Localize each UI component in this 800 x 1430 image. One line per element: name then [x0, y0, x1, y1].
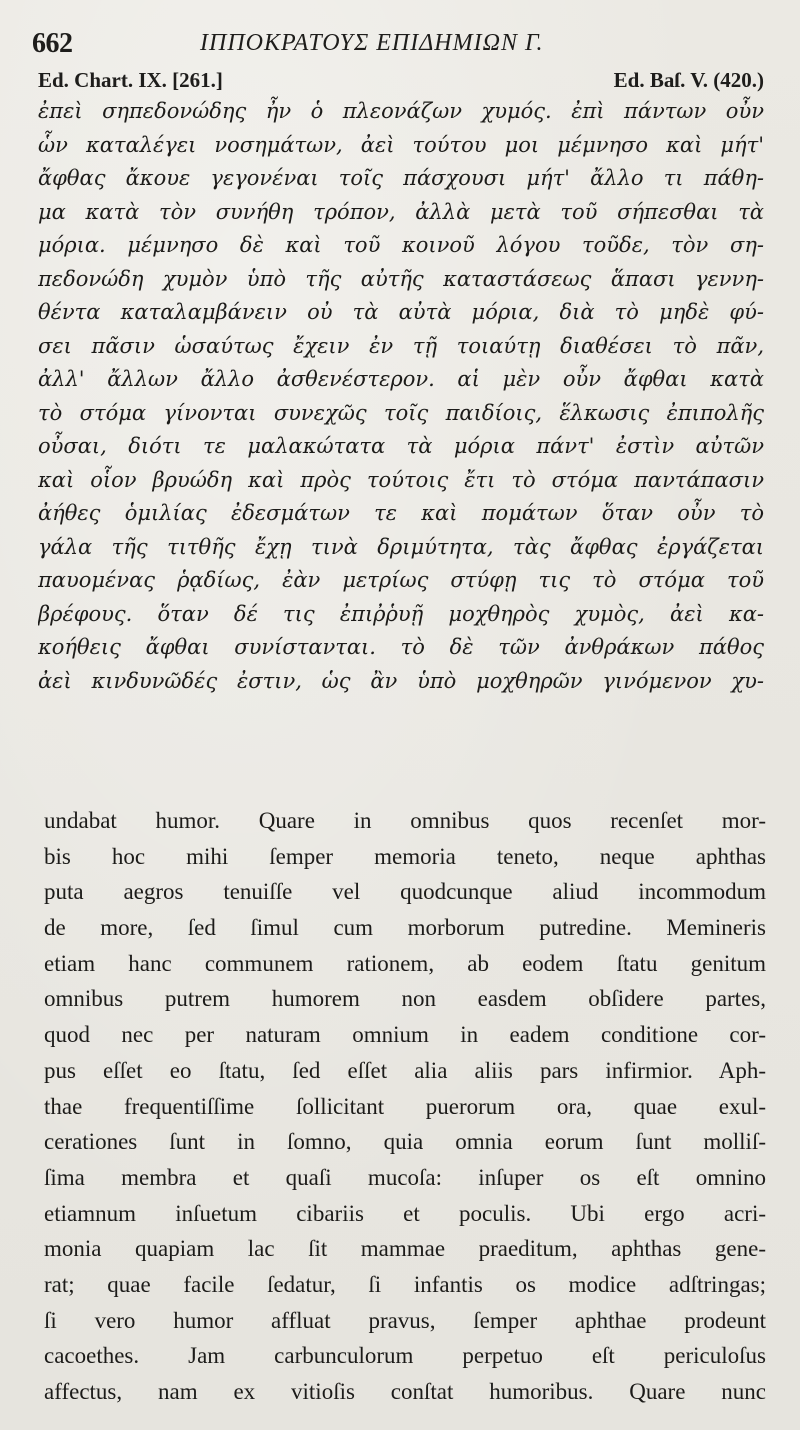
- latin-text-line: de more, ſed ſimul cum morborum putredine. Memineris: [44, 915, 766, 941]
- greek-text-line: σει πᾶσιν ὡσαύτως ἔχειν ἐν τῇ τοιαύτῃ διαθέσει τὸ πᾶν,: [38, 333, 764, 358]
- greek-text-line: οὖσαι, διότι τε μαλακώτατα τὰ μόρια πάντ' ἐστὶν αὐτῶν: [38, 434, 764, 458]
- latin-text-line: cacoethes. Jam carbunculorum perpetuo eſt periculoſus: [44, 1343, 766, 1369]
- running-title: ΙΠΠΟΚΡΑΤΟΥΣ ΕΠΙΔΗΜΙΩΝ Γ.: [200, 30, 544, 56]
- latin-text-line: puta aegros tenuiſſe vel quodcunque aliud incommodum: [44, 879, 766, 905]
- edition-basel-reference: Ed. Baſ. V. (420.): [613, 68, 764, 92]
- greek-text-line: κοήθεις ἄφθαι συνίστανται. τὸ δὲ τῶν ἀνθράκων πάθος: [38, 635, 764, 659]
- latin-text-block: [44, 803, 766, 1410]
- greek-text-line: θέντα καταλαμβάνειν οὐ τὰ αὐτὰ μόρια, διὰ τὸ μηδὲ φύ-: [38, 300, 764, 324]
- latin-text-line: etiamnum inſuetum cibariis et poculis. Ubi ergo acri-: [44, 1200, 766, 1226]
- page-number: 662: [32, 28, 73, 59]
- greek-text-line: μα κατὰ τὸν συνήθη τρόπον, ἀλλὰ μετὰ τοῦ σήπεσθαι τὰ: [38, 199, 764, 224]
- greek-text-line: ὧν καταλέγει νοσημάτων, ἀεὶ τούτου μοι μέμνησο καὶ μήτ': [38, 132, 764, 157]
- greek-text-line: ἐπεὶ σηπεδονώδης ἦν ὁ πλεονάζων χυμός. ἐπὶ πάντων οὖν: [38, 99, 764, 123]
- greek-text-line: μόρια. μέμνησο δὲ καὶ τοῦ κοινοῦ λόγου τοῦδε, τὸν ση-: [38, 233, 764, 257]
- greek-text-line: γάλα τῆς τιτθῆς ἔχῃ τινὰ δριμύτητα, τὰς ἄφθας ἐργάζεται: [38, 534, 764, 559]
- latin-text-line: thae frequentiſſime ſollicitant puerorum ora, quae exul-: [44, 1093, 766, 1119]
- latin-text-line: cerationes ſunt in ſomno, quia omnia eorum ſunt molliſ-: [44, 1129, 766, 1155]
- greek-text-line: τὸ στόμα γίνονται συνεχῶς τοῖς παιδίοις, ἕλκωσις ἐπιπολῆς: [38, 400, 764, 425]
- greek-text-line: ἀήθες ὁμιλίας ἐδεσμάτων τε καὶ πομάτων ὅταν οὖν τὸ: [38, 501, 764, 525]
- greek-text-line: παυομένας ῥᾳδίως, ἐὰν μετρίως στύφῃ τις τὸ στόμα τοῦ: [38, 568, 764, 592]
- greek-text-line: βρέφους. ὅταν δέ τις ἐπιῤῥυῇ μοχθηρὸς χυμὸς, ἀεὶ κα-: [38, 601, 764, 626]
- latin-text-line: bis hoc mihi ſemper memoria teneto, neque aphthas: [44, 843, 766, 869]
- greek-text-line: ἄφθας ἄκουε γεγονέναι τοῖς πάσχουσι μήτ' ἄλλο τι πάθη-: [38, 166, 764, 190]
- latin-text-line: monia quapiam lac ſit mammae praeditum, aphthas gene-: [44, 1236, 766, 1262]
- greek-text-line: καὶ οἷον βρυώδη καὶ πρὸς τούτοις ἔτι τὸ στόμα παντάπασιν: [38, 467, 764, 492]
- latin-text-line: omnibus putrem humorem non easdem obſidere partes,: [44, 986, 766, 1012]
- latin-text-line: ſima membra et quaſi mucoſa: inſuper os eſt omnino: [44, 1164, 766, 1190]
- edition-reference-line: [38, 68, 764, 96]
- latin-text-line: rat; quae facile ſedatur, ſi infantis os modice adſtringas;: [44, 1271, 766, 1297]
- greek-text-block: [38, 95, 764, 698]
- latin-text-line: undabat humor. Quare in omnibus quos recenſet mor-: [44, 808, 766, 833]
- greek-text-line: ἀλλ' ἄλλων ἄλλο ἀσθενέστερον. αἱ μὲν οὖν ἄφθαι κατὰ: [38, 367, 764, 391]
- latin-text-line: quod nec per naturam omnium in eadem conditione cor-: [44, 1022, 766, 1048]
- greek-text-line: πεδονώδη χυμὸν ὑπὸ τῆς αὐτῆς καταστάσεως ἅπασι γεννη-: [38, 266, 764, 291]
- latin-text-line: ſi vero humor affluat pravus, ſemper aphthae prodeunt: [44, 1307, 766, 1333]
- running-head: [32, 26, 772, 62]
- latin-text-line: etiam hanc communem rationem, ab eodem ſtatu genitum: [44, 950, 766, 976]
- greek-text-line: ἀεὶ κινδυνῶδές ἐστιν, ὡς ἂν ὑπὸ μοχθηρῶν γινόμενον χυ-: [38, 668, 764, 693]
- latin-text-line: pus eſſet eo ſtatu, ſed eſſet alia aliis pars infirmior. Aph-: [44, 1057, 766, 1083]
- latin-text-line: affectus, nam ex vitioſis conſtat humoribus. Quare nunc: [44, 1379, 766, 1404]
- edition-chartier-reference: Ed. Chart. IX. [261.]: [38, 68, 223, 92]
